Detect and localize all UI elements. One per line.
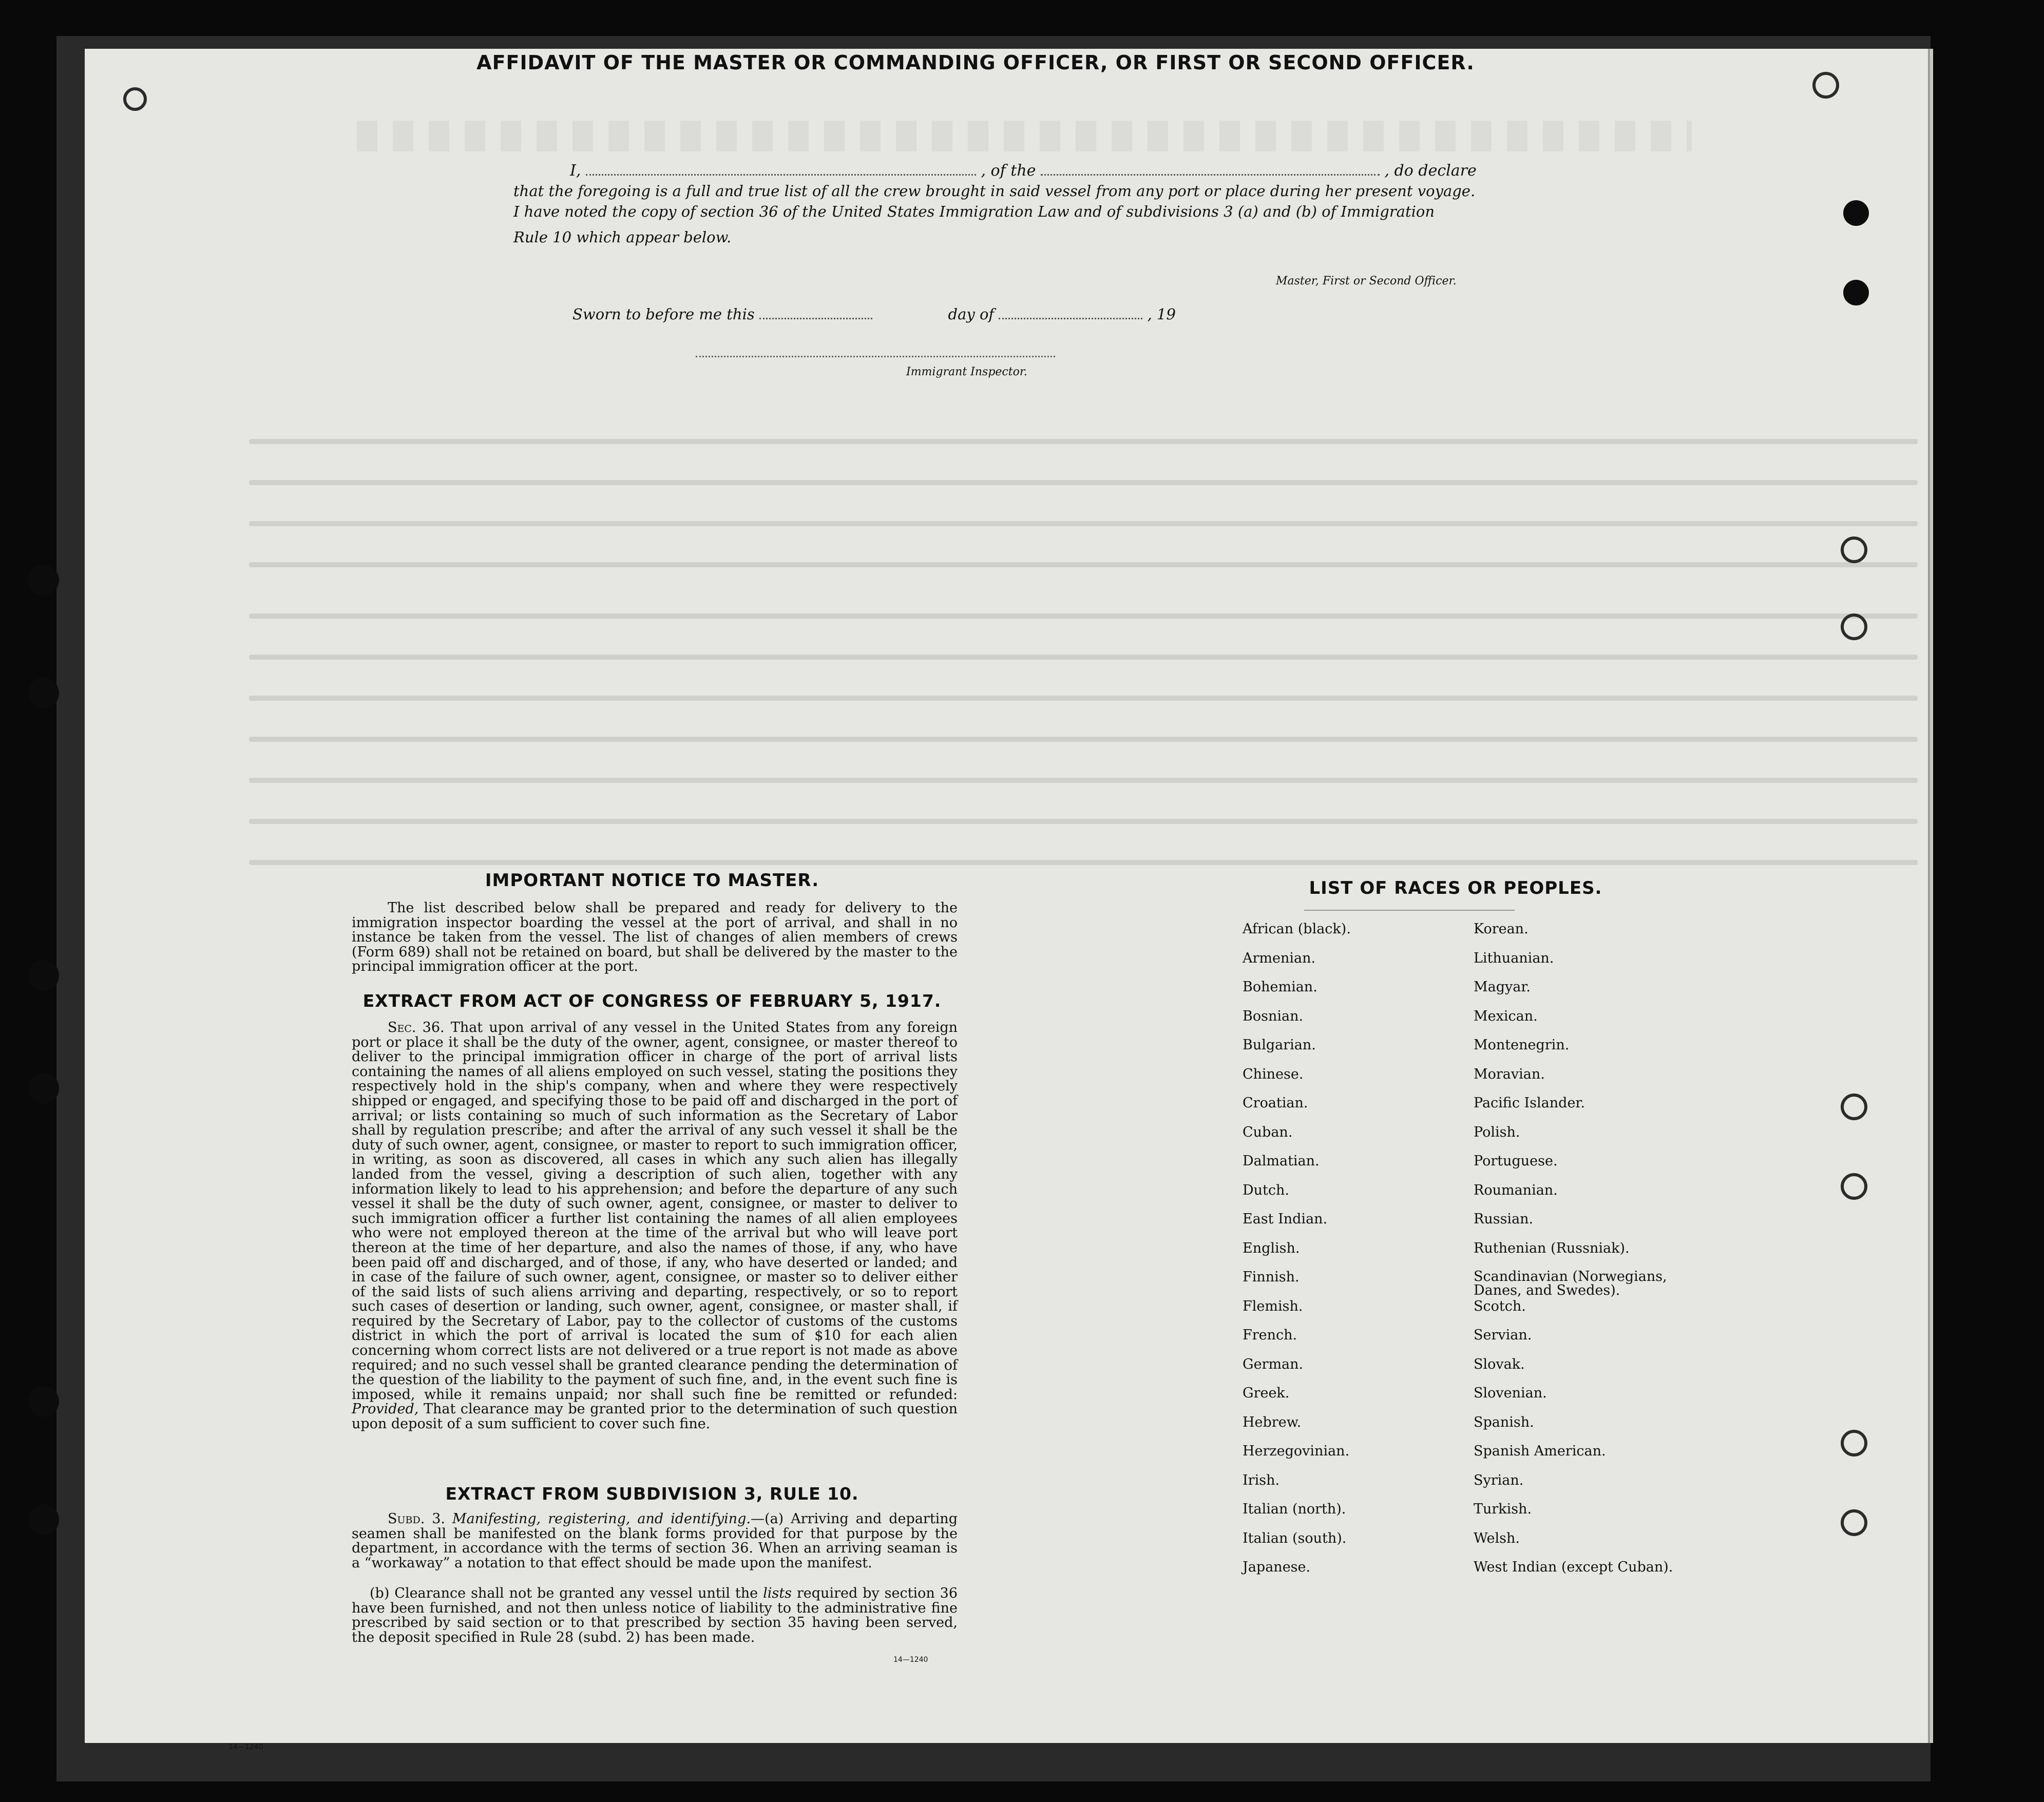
punch-hole [28,565,59,596]
subd-label: Subd. 3. [388,1511,445,1527]
form-number: 14—1240 [893,1656,928,1664]
punch-hole [1843,280,1869,305]
race-item: Armenian. [1243,950,1316,966]
affidavit-of-the: , of the [981,162,1036,180]
bleed-through-row [249,819,1918,824]
provided-label: Provided, [352,1401,419,1417]
races-right-column [1474,922,1673,1589]
notice-title: IMPORTANT NOTICE TO MASTER. [485,870,819,891]
race-item: Italian (south). [1243,1530,1347,1546]
subdivision-3-para-a [352,1512,958,1570]
punch-hole-ring [1812,72,1839,99]
affidavit-line-3: I have noted the copy of section 36 of the United States Immigration Law and of subdivisions 3 (a) and (b) of Immigration [513,203,1435,220]
race-item: Bosnian. [1243,1008,1304,1024]
race-item: Turkish. [1474,1501,1532,1517]
race-item: Pacific Islander. [1474,1095,1585,1111]
race-item: Spanish. [1474,1414,1534,1430]
punch-hole-ring [123,87,147,111]
race-item: Moravian. [1474,1066,1545,1082]
section-36-body [352,1021,958,1432]
inspector-signature-line[interactable] [696,354,1055,357]
race-item: Magyar. [1474,979,1531,995]
race-item: English. [1243,1240,1300,1256]
race-item: Welsh. [1474,1530,1520,1546]
race-item: Lithuanian. [1474,950,1554,966]
race-item: African (black). [1243,921,1351,937]
punch-hole [28,1386,59,1417]
bleed-through-row [249,480,1918,485]
punch-hole-ring [1841,1094,1867,1120]
section-36-text: That upon arrival of any vessel in the United States from any foreign port or place it shall be the duty of the owner, agent, consignee, or master thereof to deliver to the principal immigration officer in charge of the port of arrival lists containing the names of all aliens employed on such vessel, stating the positions they respectively hold in the ship's company, when and where they were respectively shipped or engaged, and specifying those to be paid off and discharged in the port of arrival; or lists containing so much of such information as the Secretary of Labor shall by regulation prescribe; and after the arrival of any such vessel it shall be the duty of such owner, agent, consignee, or master to report to such immigration officer, in writing, as soon as discovered, all cases in which any such alien has illegally landed from the vessel, giving a description of such alien, together with any information likely to lead to his apprehension; and before the departure of any such vessel it shall be the duty of such owner, agent, consignee, or master to deliver to such immigration officer a further list containing the names of all alien employees who were not employed thereon at the time of the arrival but who will leave port thereon at the time of her departure, and also the names of those, if any, who have been paid off and discharged, and of those, if any, who have deserted or landed; and in case of the failure of such owner, agent, consignee, or master so to deliver either of the said lists of such aliens arriving and departing, respectively, or so to report such cases of desertion or landing, such owner, agent, consignee, or master shall, if required by the Secretary of Labor, pay to the collector of customs of the customs district in which the port of arrival is located the sum of $10 for each alien concerning whom correct lists are not delivered or a true report is not made as above required; and no such vessel shall be granted clearance pending the determination of the question of the liability to the payment of such fine, and, in the event such fine is imposed, while it remains unpaid; nor shall such fine be remitted or refunded: [352,1020,958,1403]
race-item: Italian (north). [1243,1501,1346,1517]
bleed-through-row [249,521,1918,526]
punch-hole [28,960,59,991]
punch-hole [28,1504,59,1535]
bleed-through-title [357,121,1692,151]
races-title: LIST OF RACES OR PEOPLES. [1309,878,1602,898]
race-item: Syrian. [1474,1472,1524,1488]
section-36-text-end: That clearance may be granted prior to the determination of such question upon deposit of a sum sufficient to cover such fine. [352,1401,958,1432]
race-item: Bulgarian. [1243,1037,1316,1053]
bleed-through-row [249,439,1918,444]
vessel-blank-field[interactable] [1041,162,1380,176]
affidavit-line-4: Rule 10 which appear below. [513,228,732,246]
race-item: East Indian. [1243,1211,1328,1227]
affidavit-line-2: that the foregoing is a full and true list of all the crew brought in said vessel from any port or place during her present voyage. [513,182,1476,200]
extract-rule-heading: EXTRACT FROM SUBDIVISION 3, RULE 10. [445,1484,859,1504]
section-36-label: Sec. 36. [388,1020,445,1036]
sworn-line [572,305,1176,323]
notice-body: The list described below shall be prepared and ready for delivery to the immigration inspector boarding the vessel at the port of arrival, and shall in no instance be taken from the vessel. The list of changes of alien members of crews (Form 689) shall not be retained on board, but shall be delivered by the master to the principal immigration officer at the port. [352,900,958,975]
race-item: Scotch. [1474,1298,1526,1314]
race-item: Croatian. [1243,1095,1308,1111]
bleed-through-row [249,696,1918,701]
bleed-through-row [249,614,1918,619]
punch-hole [1843,200,1869,226]
form-number-left: 14—1240 [228,1743,263,1751]
race-item: Greek. [1243,1385,1290,1401]
race-item: Slovak. [1474,1356,1525,1372]
subd-para-b-end: required by section 36 have been furnished, and not then unless notice of liability to the administrative fine prescribed by said section or to that prescribed by section 35 having been served, the deposit specified in Rule 28 (subd. 2) has been made. [352,1585,958,1645]
race-item: Montenegrin. [1474,1037,1570,1053]
sworn-year: , 19 [1147,305,1176,323]
race-item: Servian. [1474,1327,1532,1343]
races-title-underline [1304,910,1515,911]
bleed-through-row [249,562,1918,567]
race-item: Scandinavian (Norwegians, Danes, and Swedes). [1474,1269,1667,1298]
subd-title: Manifesting, registering, and identifying. [452,1511,751,1527]
race-item: West Indian (except Cuban). [1474,1559,1673,1575]
punch-hole-ring [1841,1430,1867,1456]
race-item: Portuguese. [1474,1153,1558,1169]
subd-para-a: —(a) Arriving and departing seamen shall be manifested on the blank forms provided for that purpose by the department, in accordance with the terms of section 36. When an arriving seaman is a “workaway” a notation to that effect should be made upon the manifest. [352,1511,958,1571]
sworn-month-blank[interactable] [999,305,1142,319]
punch-hole-ring [1841,1173,1867,1200]
race-item: Cuban. [1243,1124,1293,1140]
bleed-through-row [249,655,1918,660]
race-item: Chinese. [1243,1066,1304,1082]
bleed-through-row [249,737,1918,742]
affidavit-i: I, [570,162,581,180]
race-item: Korean. [1474,921,1529,937]
subdivision-3-para-b [352,1586,958,1645]
race-item: Bohemian. [1243,979,1317,995]
inspector-label: Immigrant Inspector. [906,366,1027,378]
punch-hole-ring [1841,1509,1867,1536]
race-item: Polish. [1474,1124,1520,1140]
race-item: Dutch. [1243,1182,1289,1198]
extract-act-heading: EXTRACT FROM ACT OF CONGRESS OF FEBRUARY 5, 1917. [362,991,942,1011]
race-item: Japanese. [1243,1559,1311,1575]
race-item: Hebrew. [1243,1414,1302,1430]
race-item: Finnish. [1243,1269,1300,1285]
affidavit-declaration-line [570,162,1477,180]
race-item: Flemish. [1243,1298,1303,1314]
race-item: Herzegovinian. [1243,1443,1350,1459]
punch-hole-ring [1841,536,1867,563]
affidavit-title: AFFIDAVIT OF THE MASTER OR COMMANDING OFFICER, OR FIRST OR SECOND OFFICER. [476,51,1475,74]
name-blank-field[interactable] [586,162,976,176]
race-item: Dalmatian. [1243,1153,1320,1169]
bleed-through-row [249,860,1918,865]
race-item: Ruthenian (Russniak). [1474,1240,1630,1256]
subd-para-b-lists: lists [763,1585,792,1601]
race-item: Russian. [1474,1211,1534,1227]
race-item: Roumanian. [1474,1182,1558,1198]
affidavit-do-declare: , do declare [1384,162,1477,180]
race-item: Irish. [1243,1472,1280,1488]
race-item: German. [1243,1356,1304,1372]
punch-hole [28,678,59,708]
race-item: Slovenian. [1474,1385,1547,1401]
race-item: Spanish American. [1474,1443,1606,1459]
bleed-through-row [249,778,1918,783]
races-left-column [1243,922,1351,1589]
sworn-day-blank[interactable] [759,305,872,319]
race-item: French. [1243,1327,1297,1343]
punch-hole-ring [1841,614,1867,640]
sworn-day-of: day of [948,305,995,323]
signer-label: Master, First or Second Officer. [1276,275,1457,287]
punch-hole [28,1073,59,1104]
sworn-start: Sworn to before me this [572,305,755,323]
race-item: Mexican. [1474,1008,1538,1024]
subd-para-b-start: (b) Clearance shall not be granted any vessel until the [370,1585,758,1601]
page-edge [1928,49,1930,1743]
